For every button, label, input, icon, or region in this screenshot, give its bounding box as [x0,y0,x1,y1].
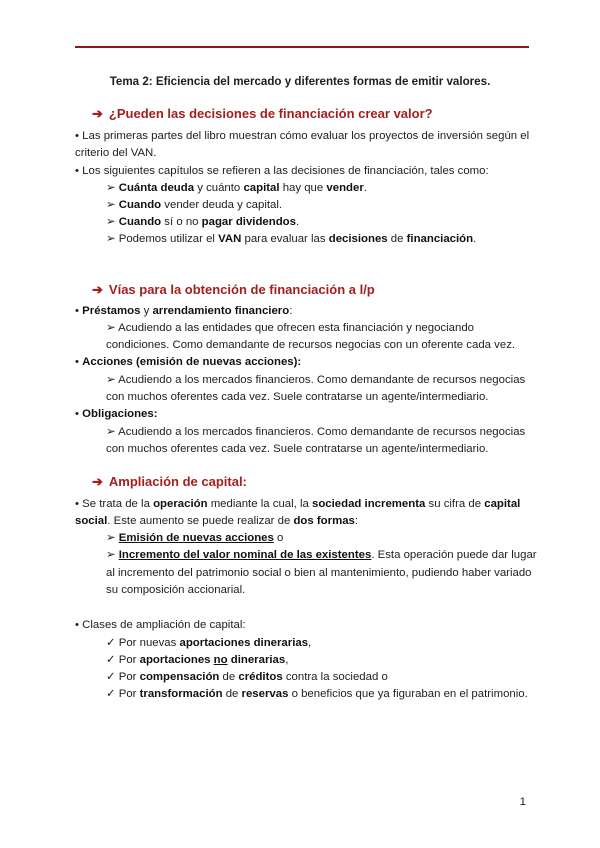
arrow-icon: ➔ [92,106,103,121]
sub-item: ➢ Acudiendo a los mercados financieros. Como demandante de recursos negocias [106,426,526,438]
page-title: Tema 2: Eficiencia del mercado y diferentes formas de emitir valores. [109,75,491,88]
sub-item-cont: con muchos oferentes cada vez. Suele contratarse un agente/intermediario. [106,443,489,455]
sub-arrow-icon: ➢ [106,374,116,386]
list-item-cont: social. Este aumento se puede realizar de dos formas: [75,515,359,527]
list-item: • Acciones (emisión de nuevas acciones): [75,356,302,368]
check-icon: ✓ [106,654,116,666]
sub-item: ➢ Podemos utilizar el VAN para evaluar las decisiones de financiación. [106,233,477,245]
section1-heading: ➔ ¿Pueden las decisiones de financiación crear valor? [92,106,433,121]
list-item: • Préstamos y arrendamiento financiero: [75,305,293,317]
bullet-icon: • [75,356,79,368]
check-icon: ✓ [106,637,116,649]
sub-arrow-icon: ➢ [106,532,116,544]
bullet-icon: • [75,619,79,631]
arrow-icon: ➔ [92,282,103,297]
bullet-icon: • [75,130,79,142]
list-item: • Clases de ampliación de capital: [75,619,246,631]
sub-item-cont: su composición accionarial. [106,584,246,596]
sub-item: ➢ Incremento del valor nominal de las existentes. Esta operación puede dar lugar [106,549,537,561]
header-rule [75,46,529,48]
sub-item: ➢ Cuando sí o no pagar dividendos. [106,216,300,228]
sub-item: ➢ Acudiendo a los mercados financieros. Como demandante de recursos negocias [106,374,526,386]
sub-item: ➢ Acudiendo a las entidades que ofrecen esta financiación y negociando [106,322,474,334]
section2-heading: ➔ Vías para la obtención de financiación a l/p [92,282,375,297]
check-item: ✓ Por compensación de créditos contra la sociedad o [106,671,388,683]
sub-arrow-icon: ➢ [106,233,116,245]
list-item-cont: criterio del VAN. [75,147,157,159]
list-item: • Las primeras partes del libro muestran cómo evaluar los proyectos de inversión según el [75,130,530,142]
sub-arrow-icon: ➢ [106,549,116,561]
bullet-icon: • [75,305,79,317]
sub-arrow-icon: ➢ [106,216,116,228]
arrow-icon: ➔ [92,474,103,489]
list-item: • Se trata de la operación mediante la cual, la sociedad incrementa su cifra de capital [75,498,521,510]
check-item: ✓ Por transformación de reservas o beneficios que ya figuraban en el patrimonio. [106,688,528,700]
sub-arrow-icon: ➢ [106,199,116,211]
check-item: ✓ Por aportaciones no dinerarias, [106,654,289,666]
page-number: 1 [519,796,526,808]
bullet-icon: • [75,408,79,420]
section3-heading: ➔ Ampliación de capital: [92,474,247,489]
sub-arrow-icon: ➢ [106,322,116,334]
sub-item-cont: al incremento del patrimonio social o bien al mantenimiento, pudiendo haber variado [106,567,532,579]
check-icon: ✓ [106,671,116,683]
bullet-icon: • [75,498,79,510]
sub-item: ➢ Cuánta deuda y cuánto capital hay que vender. [106,182,367,194]
sub-item: ➢ Cuando vender deuda y capital. [106,199,283,211]
sub-item: ➢ Emisión de nuevas acciones o [106,532,284,544]
check-icon: ✓ [106,688,116,700]
sub-arrow-icon: ➢ [106,426,116,438]
check-item: ✓ Por nuevas aportaciones dinerarias, [106,637,312,649]
sub-item-cont: con muchos oferentes cada vez. Suele contratarse un agente/intermediario. [106,391,489,403]
bullet-icon: • [75,165,79,177]
sub-item-cont: condiciones. Como demandante de recursos negocias con un oferente cada vez. [106,339,516,351]
list-item: • Obligaciones: [75,408,158,420]
sub-arrow-icon: ➢ [106,182,116,194]
list-item: • Los siguientes capítulos se refieren a las decisiones de financiación, tales como: [75,165,489,177]
